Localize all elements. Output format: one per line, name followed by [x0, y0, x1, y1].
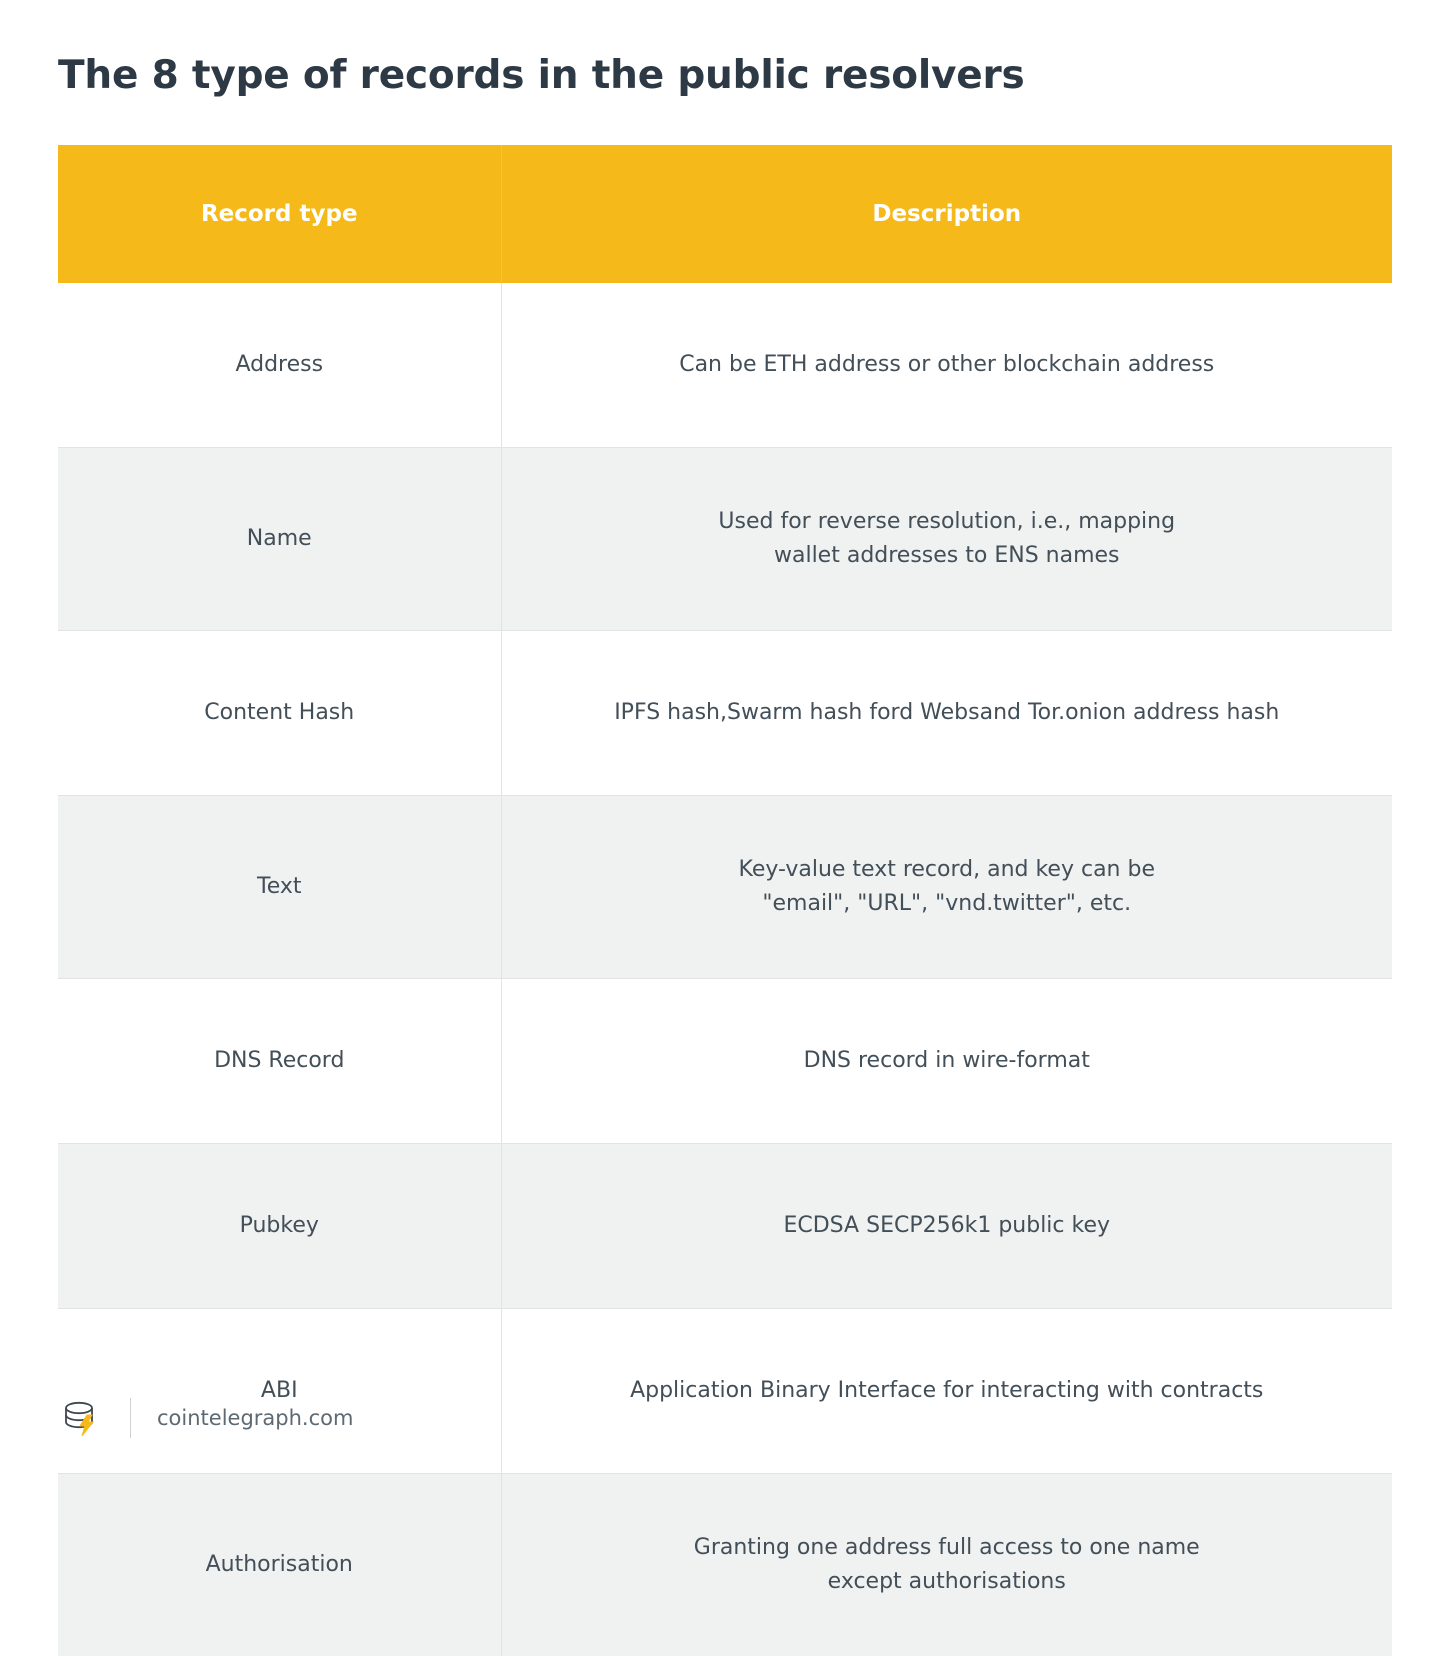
table-row: [58, 1143, 1392, 1308]
table-header-row: [58, 145, 1392, 283]
footer-site-label: cointelegraph.com: [157, 1406, 354, 1430]
cell-record-type: Address: [58, 283, 501, 448]
cell-description: IPFS hash,Swarm hash ford Websand Tor.onion address hash: [501, 630, 1392, 795]
table-row: [58, 978, 1392, 1143]
column-header-record-type: Record type: [58, 145, 501, 283]
table-row: [58, 795, 1392, 978]
cell-record-type: DNS Record: [58, 978, 501, 1143]
cell-record-type: Authorisation: [58, 1473, 501, 1656]
table-row: [58, 1473, 1392, 1656]
page-title: The 8 type of records in the public resolvers: [58, 53, 1025, 98]
column-header-description: Description: [501, 145, 1392, 283]
footer: [58, 1395, 353, 1441]
cointelegraph-logo-icon: [58, 1395, 104, 1441]
table-header: [58, 145, 1392, 283]
cell-description: ECDSA SECP256k1 public key: [501, 1143, 1392, 1308]
cell-record-type: ABI: [58, 1308, 501, 1473]
cell-description: Used for reverse resolution, i.e., mapping wallet addresses to ENS names: [501, 447, 1392, 630]
table-row: [58, 1308, 1392, 1473]
cell-record-type: Text: [58, 795, 501, 978]
cell-description: Key-value text record, and key can be "email", "URL", "vnd.twitter", etc.: [501, 795, 1392, 978]
table-body: [58, 283, 1392, 1656]
table-row: [58, 630, 1392, 795]
cell-record-type: Name: [58, 447, 501, 630]
cell-description: DNS record in wire-format: [501, 978, 1392, 1143]
footer-divider: [130, 1398, 131, 1438]
cell-record-type: Content Hash: [58, 630, 501, 795]
cell-description: Can be ETH address or other blockchain address: [501, 283, 1392, 448]
table-row: [58, 447, 1392, 630]
cell-description: Application Binary Interface for interacting with contracts: [501, 1308, 1392, 1473]
cell-record-type: Pubkey: [58, 1143, 501, 1308]
table-row: [58, 283, 1392, 448]
cell-description: Granting one address full access to one name except authorisations: [501, 1473, 1392, 1656]
